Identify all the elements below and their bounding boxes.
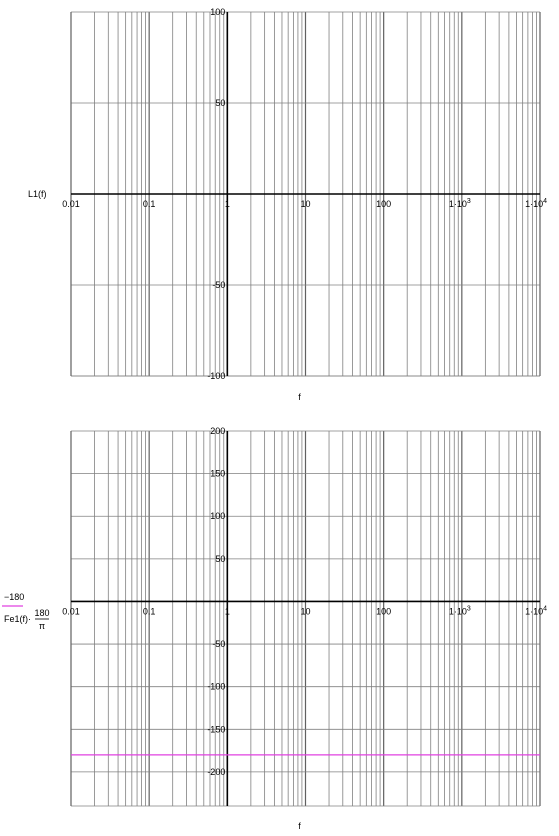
x-tick-label: $1\cdot 10^4$ xyxy=(525,198,547,209)
x-axis-label: f xyxy=(298,392,301,402)
y-tick-label: 50 xyxy=(215,98,226,108)
chart-magnitude xyxy=(28,7,547,402)
y-tick-label: -50 xyxy=(212,280,226,290)
y-tick-label: -100 xyxy=(207,681,226,692)
y-axis-label-constant: −180 xyxy=(4,592,25,602)
y-tick-label: 200 xyxy=(210,426,226,436)
x-tick-label: 0.01 xyxy=(62,606,80,617)
x-tick-label: 10 xyxy=(300,606,311,617)
y-tick-label: -100 xyxy=(207,371,226,381)
x-tick-label: 100 xyxy=(376,606,392,617)
x-tick-exponent: 4 xyxy=(543,198,547,205)
y-tick-label: 150 xyxy=(210,468,226,479)
x-tick-label: 10 xyxy=(300,199,311,209)
x-tick-exponent: 3 xyxy=(466,198,471,205)
x-tick-label: 1 xyxy=(224,199,230,209)
y-tick-label: -50 xyxy=(212,639,226,650)
x-tick-exponent: 4 xyxy=(543,605,547,613)
y-axis-label-numerator: 180 xyxy=(34,608,50,618)
y-axis-label-expression: Fe1(f)· xyxy=(4,614,31,624)
x-tick-label: 0.01 xyxy=(62,199,80,209)
x-axis-label: f xyxy=(298,821,301,831)
y-axis-label-denominator: π xyxy=(38,621,46,631)
y-tick-label: 100 xyxy=(210,511,226,522)
chart-phase xyxy=(2,426,547,831)
y-tick-label: 50 xyxy=(215,553,226,564)
x-tick-label: $1\cdot 10^3$ xyxy=(448,198,471,209)
x-tick-label: $1\cdot 10^4$ xyxy=(525,605,547,617)
x-tick-label: $1\cdot 10^3$ xyxy=(448,605,471,617)
y-tick-label: -150 xyxy=(207,724,226,735)
x-tick-label: 0.1 xyxy=(142,606,156,617)
x-tick-exponent: 3 xyxy=(466,605,471,613)
x-tick-label: 1 xyxy=(224,606,230,617)
y-tick-label: 100 xyxy=(210,7,226,17)
y-axis-label: L1(f) xyxy=(28,189,47,199)
x-tick-label: 0.1 xyxy=(142,199,156,209)
x-tick-label: 100 xyxy=(376,199,392,209)
y-tick-label: -200 xyxy=(207,766,226,777)
